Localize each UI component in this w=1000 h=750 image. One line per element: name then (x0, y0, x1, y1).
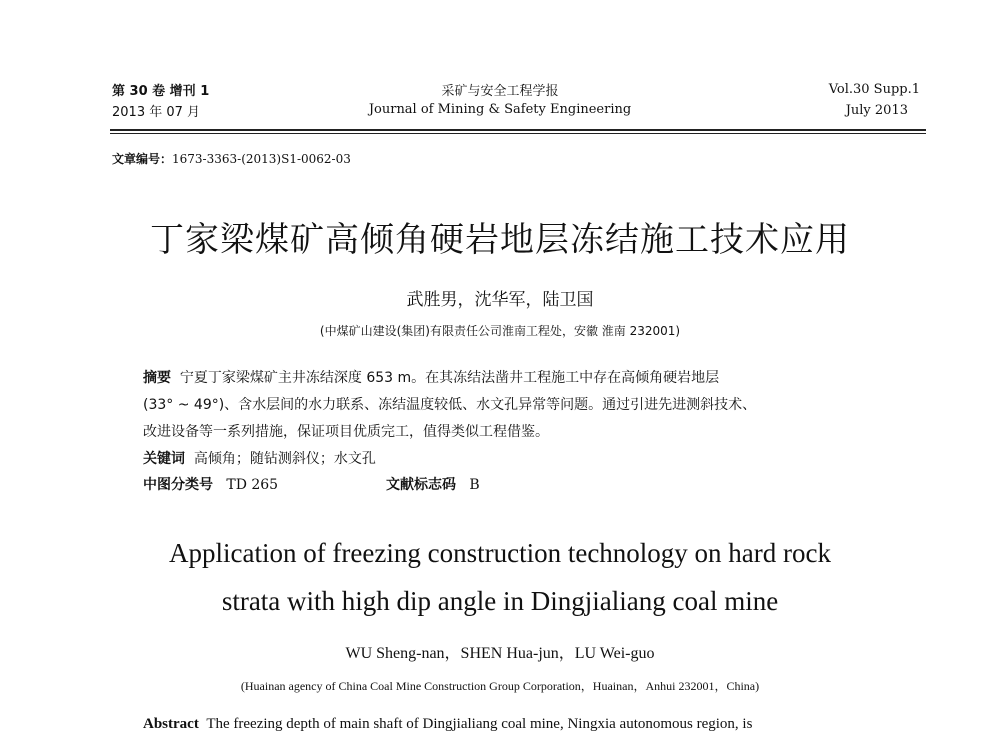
cn-affiliation: (中煤矿山建设(集团)有限责任公司淮南工程处，安徽 淮南 232001) (319, 324, 681, 338)
header-volume: 第 30 卷 增刊 1 (112, 84, 210, 99)
en-title-line1: Application of freezing construction technology on hard rock (168, 538, 832, 568)
header-rule-thin (110, 133, 926, 134)
cn-abstract-line2: (33° ~ 49°)、含水层间的水力联系、冻结温度较低、水文孔异常等问题。通过引进先进测斜技术、 (143, 397, 757, 413)
header-date: 2013 年 07 月 (112, 105, 201, 120)
cn-clc-label: 中图分类号 (143, 477, 213, 493)
header-volume-en: Vol.30 Supp.1 (828, 82, 920, 97)
en-abstract-label: Abstract (143, 716, 199, 732)
header-journal-cn: 采矿与安全工程学报 (441, 84, 559, 99)
header-journal-en: Journal of Mining & Safety Engineering (368, 102, 632, 117)
en-authors: WU Sheng-nan，SHEN Hua-jun，LU Wei-guo (345, 645, 655, 662)
header-date-en: July 2013 (845, 103, 908, 118)
article-number-value: 1673-3363-(2013)S1-0062-03 (172, 152, 351, 166)
cn-doc-code-value: B (469, 477, 480, 493)
article-number (112, 150, 351, 167)
en-abstract-line1 (143, 716, 752, 733)
cn-abstract-line1 (143, 367, 719, 387)
article-number-label: 文章编号： (112, 152, 173, 166)
cn-doc-code (386, 474, 480, 494)
cn-abstract-text-1: 宁夏丁家梁煤矿主井冻结深度 653 m。在其冻结法凿井工程施工中存在高倾角硬岩地层 (179, 370, 720, 386)
cn-keywords-value: 高倾角；随钻测斜仪；水文孔 (193, 451, 376, 467)
cn-clc (143, 474, 278, 494)
cn-authors: 武胜男，沈华军，陆卫国 (406, 290, 594, 310)
en-title-line2: strata with high dip angle in Dingjialiang coal mine (221, 586, 779, 616)
header-rule-thick (110, 129, 926, 131)
cn-abstract-label: 摘要 (143, 370, 171, 386)
cn-abstract-line3: 改进设备等一系列措施，保证项目优质完工，值得类似工程借鉴。 (143, 424, 549, 440)
cn-keywords (143, 448, 376, 468)
cn-doc-code-label: 文献标志码 (386, 477, 456, 493)
en-abstract-text-1: The freezing depth of main shaft of Dingjialiang coal mine, Ningxia autonomous region, is (206, 716, 753, 732)
en-affiliation: (Huainan agency of China Coal Mine Construction Group Corporation，Huainan，Anhui 232001，China) (240, 679, 760, 693)
cn-clc-value: TD 265 (226, 477, 279, 493)
cn-keywords-label: 关键词 (143, 451, 185, 467)
cn-title: 丁家梁煤矿高倾角硬岩地层冻结施工技术应用 (150, 220, 850, 260)
